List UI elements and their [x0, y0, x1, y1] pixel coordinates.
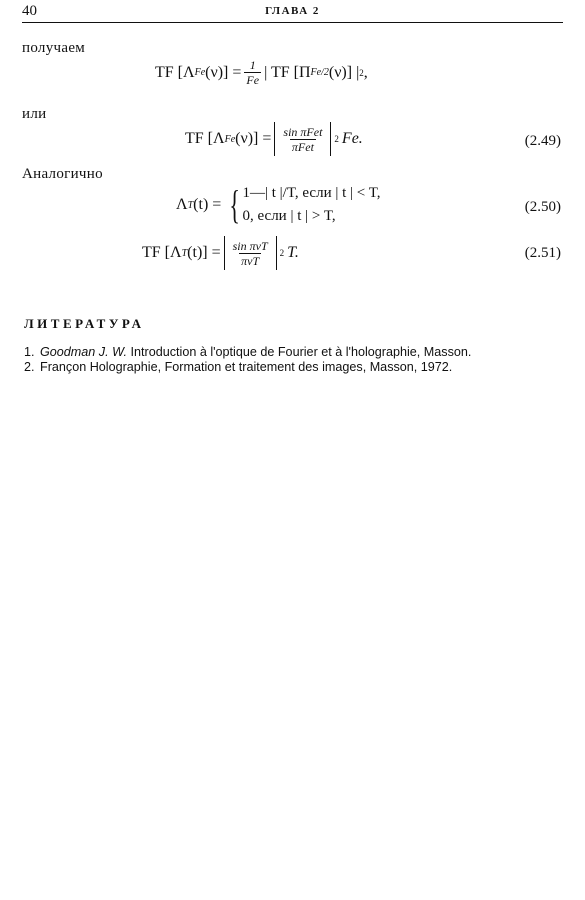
eq249-fraction: [281, 125, 324, 154]
eq-number-2-50: (2.50): [524, 199, 561, 215]
eq249-frac-num: sin πFet: [283, 124, 323, 139]
eq250-case-2: 0, если | t | > T,: [242, 208, 336, 224]
eq251-power: 2: [279, 248, 285, 258]
eq251-abs-right: [276, 236, 277, 270]
running-head: ГЛАВА 2: [265, 5, 320, 17]
eq1-rhs-sub: Fe/2: [310, 67, 329, 78]
reference-number: 1.: [24, 345, 35, 359]
eq250-case-lines: [243, 182, 381, 228]
eq251-fraction: [231, 239, 270, 268]
reference-text: [40, 345, 564, 360]
eq-number-2-51: (2.51): [524, 245, 561, 261]
eq249-lhs-arg: (ν)] =: [235, 130, 272, 147]
page-header: [22, 0, 563, 23]
eq251-lhs: TF [Λ: [142, 244, 182, 261]
eq1-power: 2: [359, 67, 364, 78]
equation-1: [155, 58, 368, 87]
left-brace: {: [229, 182, 241, 227]
eq249-lhs: TF [Λ: [185, 130, 225, 147]
reference-list: [24, 345, 564, 375]
eq250-case-1: 1—| t |/T, если | t | < T,: [242, 185, 381, 201]
eq1-fraction: [244, 58, 261, 87]
eq251-abs-left: [224, 236, 225, 270]
eq251-frac-num: sin πνT: [232, 238, 268, 253]
literature-heading: ЛИТЕРАТУРА: [24, 316, 145, 331]
reference-author: Goodman J. W.: [40, 345, 128, 359]
eq1-lhs-sub: Fe: [194, 67, 206, 78]
eq250-lhs-arg: (t) =: [193, 196, 222, 213]
reference-text: Françon Holographie, Formation et traitement des images, Masson, 1972.: [40, 360, 453, 374]
page-number: 40: [22, 3, 37, 19]
equation-2-49: [185, 122, 363, 156]
eq249-abs-right: [330, 122, 331, 156]
reference-number: 2.: [24, 360, 35, 374]
equation-2-51: [142, 236, 299, 270]
eq251-lhs-sub: T: [181, 247, 188, 259]
reference-item: [24, 345, 564, 360]
eq250-cases: [225, 182, 380, 228]
eq251-lhs-arg: (t)] =: [187, 244, 221, 261]
eq250-lhs: Λ: [176, 196, 188, 213]
eq1-lhs-arg: (ν)] =: [205, 63, 242, 81]
text-ili: или: [22, 106, 47, 122]
eq249-lhs-sub: Fe: [224, 133, 236, 145]
text-poluchaem: получаем: [22, 40, 86, 56]
eq1-rhs-arg: (ν)] |: [328, 63, 360, 81]
eq250-lhs-sub: T: [187, 199, 194, 211]
eq249-power: 2: [334, 134, 339, 144]
reference-item: [24, 360, 564, 375]
equation-2-50: [176, 182, 381, 228]
eq1-frac-num: 1: [249, 58, 256, 72]
eq1-lhs: TF [Λ: [155, 63, 195, 81]
reference-title: Introduction à l'optique de Fourier et à l'holographie, Masson.: [130, 345, 472, 359]
eq1-frac-den: Fe: [246, 73, 260, 87]
text-analogichno: Аналогично: [22, 166, 103, 182]
eq249-frac-den: πFet: [291, 139, 314, 154]
eq251-frac-den: πνT: [241, 253, 260, 268]
eq1-rhs-open: | TF [Π: [264, 63, 311, 81]
eq1-tail: ,: [363, 63, 368, 81]
eq251-tail: T.: [287, 244, 299, 261]
eq-number-2-49: (2.49): [524, 133, 561, 149]
eq249-abs-left: [274, 122, 275, 156]
eq249-tail: Fe.: [341, 130, 363, 147]
